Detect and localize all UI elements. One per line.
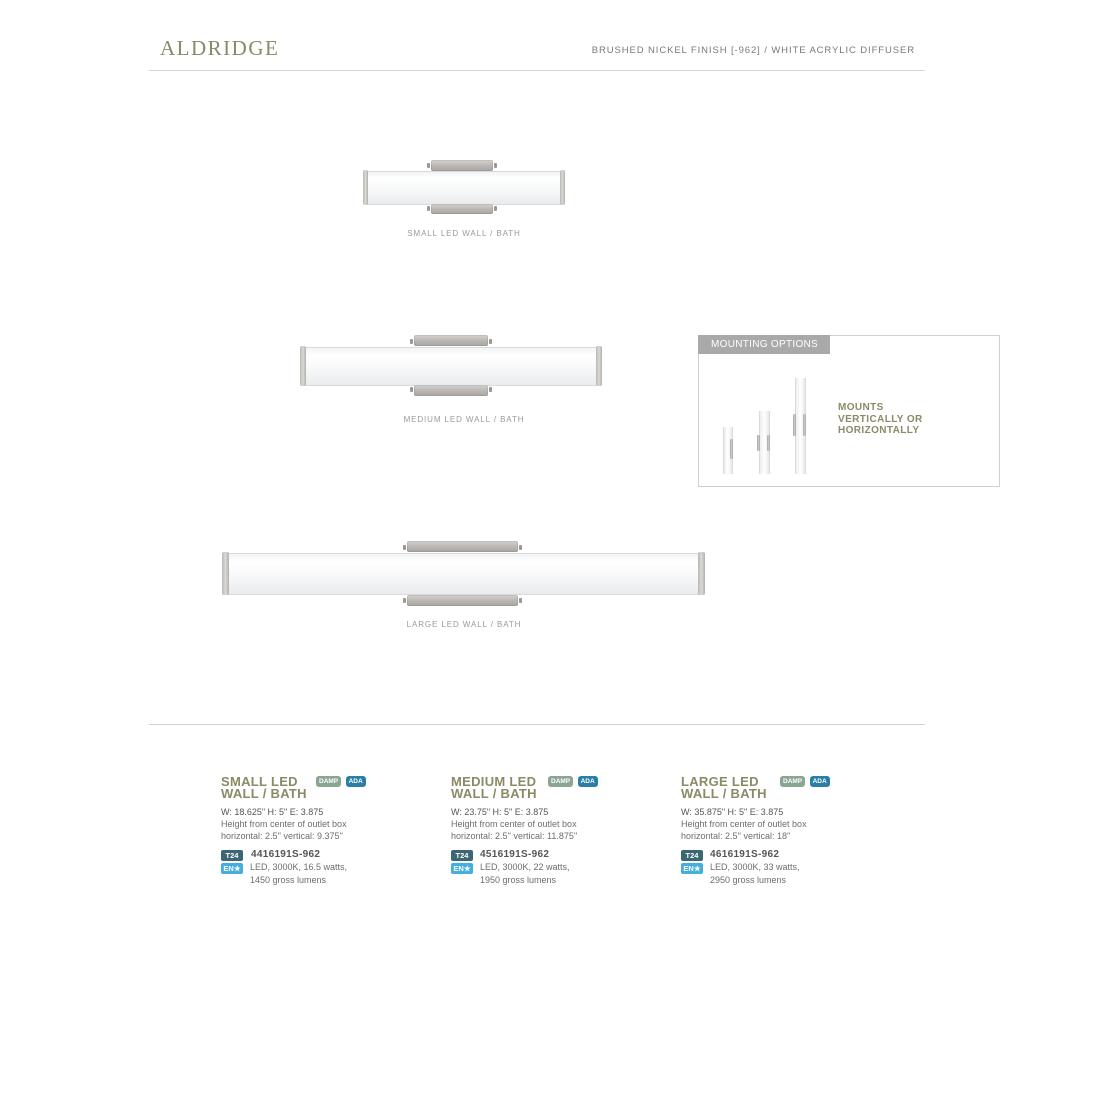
t24-badge: T24 — [451, 850, 473, 861]
product-spec-line-2: 1450 gross lumens — [250, 875, 327, 885]
mounting-line-1: MOUNTS — [838, 402, 884, 413]
product-title-line-1: SMALL LED — [221, 774, 298, 789]
product-title-line-1: LARGE LED — [681, 774, 759, 789]
ada-badge: ADA — [346, 776, 366, 787]
header-divider — [149, 70, 925, 71]
mounting-line-3: HORIZONTALLY — [838, 425, 920, 436]
product-dimensions: W: 18.625" H: 5" E: 3.875 — [221, 807, 324, 817]
product-title-line-2: WALL / BATH — [221, 786, 307, 801]
energy-star-badge: EN★ — [221, 863, 243, 874]
mount-large-vertical-image — [795, 378, 807, 474]
mount-medium-vertical-image — [759, 411, 771, 474]
product-spec-large — [681, 776, 881, 885]
height-values: horizontal: 2.5'' vertical: 9.375'' — [221, 831, 343, 841]
mount-small-vertical-image — [723, 427, 733, 474]
damp-badge: DAMP — [780, 776, 805, 787]
product-title-line-1: MEDIUM LED — [451, 774, 537, 789]
product-title-line-2: WALL / BATH — [451, 786, 537, 801]
height-note: Height from center of outlet box — [681, 819, 807, 829]
product-spec-line-1: LED, 3000K, 22 watts, — [480, 862, 570, 872]
small-fixture-caption: SMALL LED WALL / BATH — [407, 229, 521, 238]
ada-badge: ADA — [578, 776, 598, 787]
medium-fixture-image — [300, 335, 602, 396]
height-values: horizontal: 2.5'' vertical: 11.875'' — [451, 831, 578, 841]
large-fixture-caption: LARGE LED WALL / BATH — [406, 620, 522, 629]
height-note: Height from center of outlet box — [451, 819, 577, 829]
product-sku: 4616191S-962 — [710, 849, 780, 860]
height-note: Height from center of outlet box — [221, 819, 347, 829]
product-spec-line-1: LED, 3000K, 33 watts, — [710, 862, 800, 872]
t24-badge: T24 — [681, 850, 703, 861]
product-spec-medium — [451, 776, 651, 885]
product-dimensions: W: 35.875" H: 5" E: 3.875 — [681, 807, 784, 817]
t24-badge: T24 — [221, 850, 243, 861]
product-spec-line-1: LED, 3000K, 16.5 watts, — [250, 862, 348, 872]
energy-star-badge: EN★ — [681, 863, 703, 874]
mounting-line-2: VERTICALLY OR — [838, 413, 923, 425]
product-spec-line-2: 1950 gross lumens — [480, 875, 557, 885]
finish-subtitle: BRUSHED NICKEL FINISH [-962] / WHITE ACRYLIC DIFFUSER — [591, 45, 915, 56]
product-title-line-2: WALL / BATH — [681, 786, 767, 801]
specs-divider — [149, 724, 925, 725]
product-sku: 4416191S-962 — [251, 849, 321, 860]
large-fixture-image — [222, 541, 705, 606]
damp-badge: DAMP — [316, 776, 341, 787]
damp-badge: DAMP — [548, 776, 573, 787]
product-spec-line-2: 2950 gross lumens — [710, 875, 787, 885]
small-fixture-image — [363, 160, 565, 214]
medium-fixture-caption: MEDIUM LED WALL / BATH — [403, 415, 525, 424]
energy-star-badge: EN★ — [451, 863, 473, 874]
height-values: horizontal: 2.5'' vertical: 18'' — [681, 831, 791, 841]
brand-title: ALDRIDGE — [160, 36, 280, 60]
mounting-description — [838, 402, 923, 437]
product-dimensions: W: 23.75" H: 5" E: 3.875 — [451, 807, 549, 817]
mounting-options-tab: MOUNTING OPTIONS — [698, 335, 830, 354]
product-sku: 4516191S-962 — [480, 849, 550, 860]
product-spec-small — [221, 776, 421, 885]
ada-badge: ADA — [810, 776, 830, 787]
